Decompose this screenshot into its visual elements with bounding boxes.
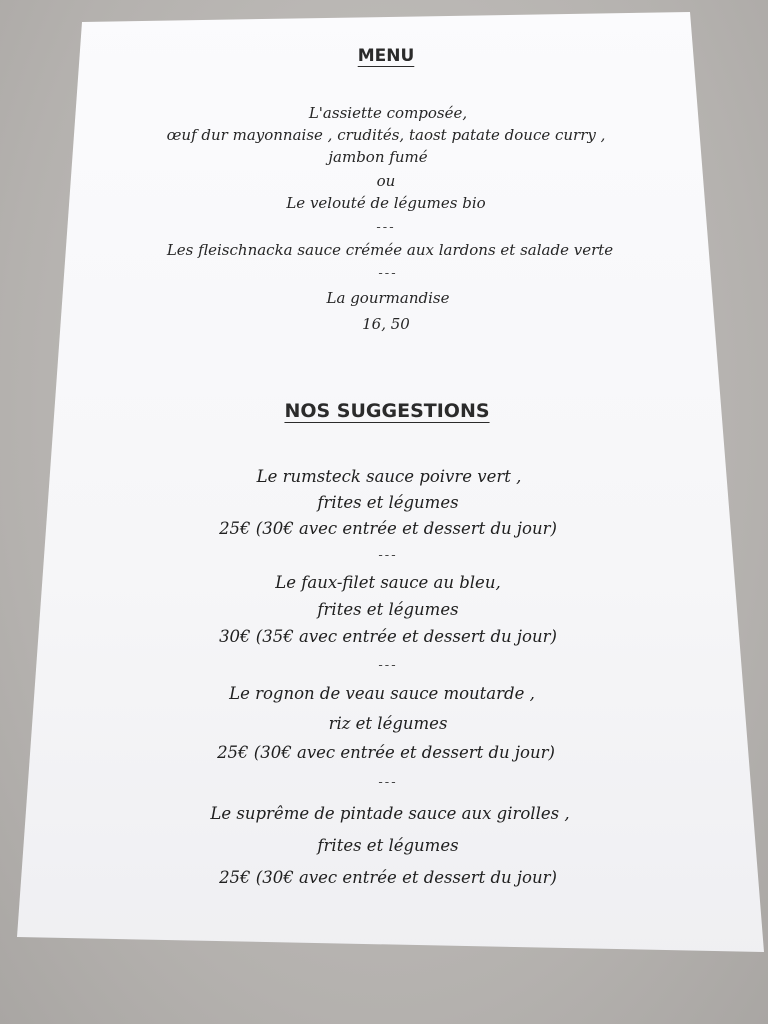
suggestion-1-price: 25€ (30€ avec entrée et dessert du jour) (219, 519, 557, 538)
suggestion-3-price: 25€ (30€ avec entrée et dessert du jour) (217, 743, 555, 762)
menu-separator-1: --- (376, 220, 396, 235)
suggestion-3-sides: riz et légumes (328, 714, 448, 733)
suggestion-separator-3: --- (378, 775, 398, 790)
suggestions-title: NOS SUGGESTIONS (284, 400, 490, 422)
suggestion-4-dish: Le suprême de pintade sauce aux girolles , (210, 804, 570, 823)
menu-separator-2: --- (378, 266, 398, 281)
menu-line-soup: Le velouté de légumes bio (286, 194, 486, 212)
menu-price: 16, 50 (362, 315, 410, 333)
menu-line-starter: L'assiette composée, (308, 104, 468, 122)
suggestion-4-price: 25€ (30€ avec entrée et dessert du jour) (219, 868, 557, 887)
menu-line-or: ou (376, 172, 396, 190)
menu-line-starter-ham: jambon fumé (328, 148, 428, 166)
suggestion-2-dish: Le faux-filet sauce au bleu, (275, 573, 501, 592)
suggestion-3-dish: Le rognon de veau sauce moutarde , (229, 684, 535, 703)
suggestion-separator-2: --- (378, 658, 398, 673)
menu-line-main: Les fleischnacka sauce crémée aux lardons et salade verte (166, 241, 614, 259)
menu-title: MENU (357, 46, 415, 66)
menu-line-starter-details: œuf dur mayonnaise , crudités, taost patate douce curry , (166, 126, 606, 144)
suggestion-1-sides: frites et légumes (317, 493, 459, 512)
suggestion-separator-1: --- (378, 548, 398, 563)
suggestion-2-price: 30€ (35€ avec entrée et dessert du jour) (219, 627, 557, 646)
suggestion-1-dish: Le rumsteck sauce poivre vert , (256, 467, 522, 486)
suggestion-2-sides: frites et légumes (317, 600, 459, 619)
menu-line-dessert: La gourmandise (326, 289, 450, 307)
suggestion-4-sides: frites et légumes (317, 836, 459, 855)
